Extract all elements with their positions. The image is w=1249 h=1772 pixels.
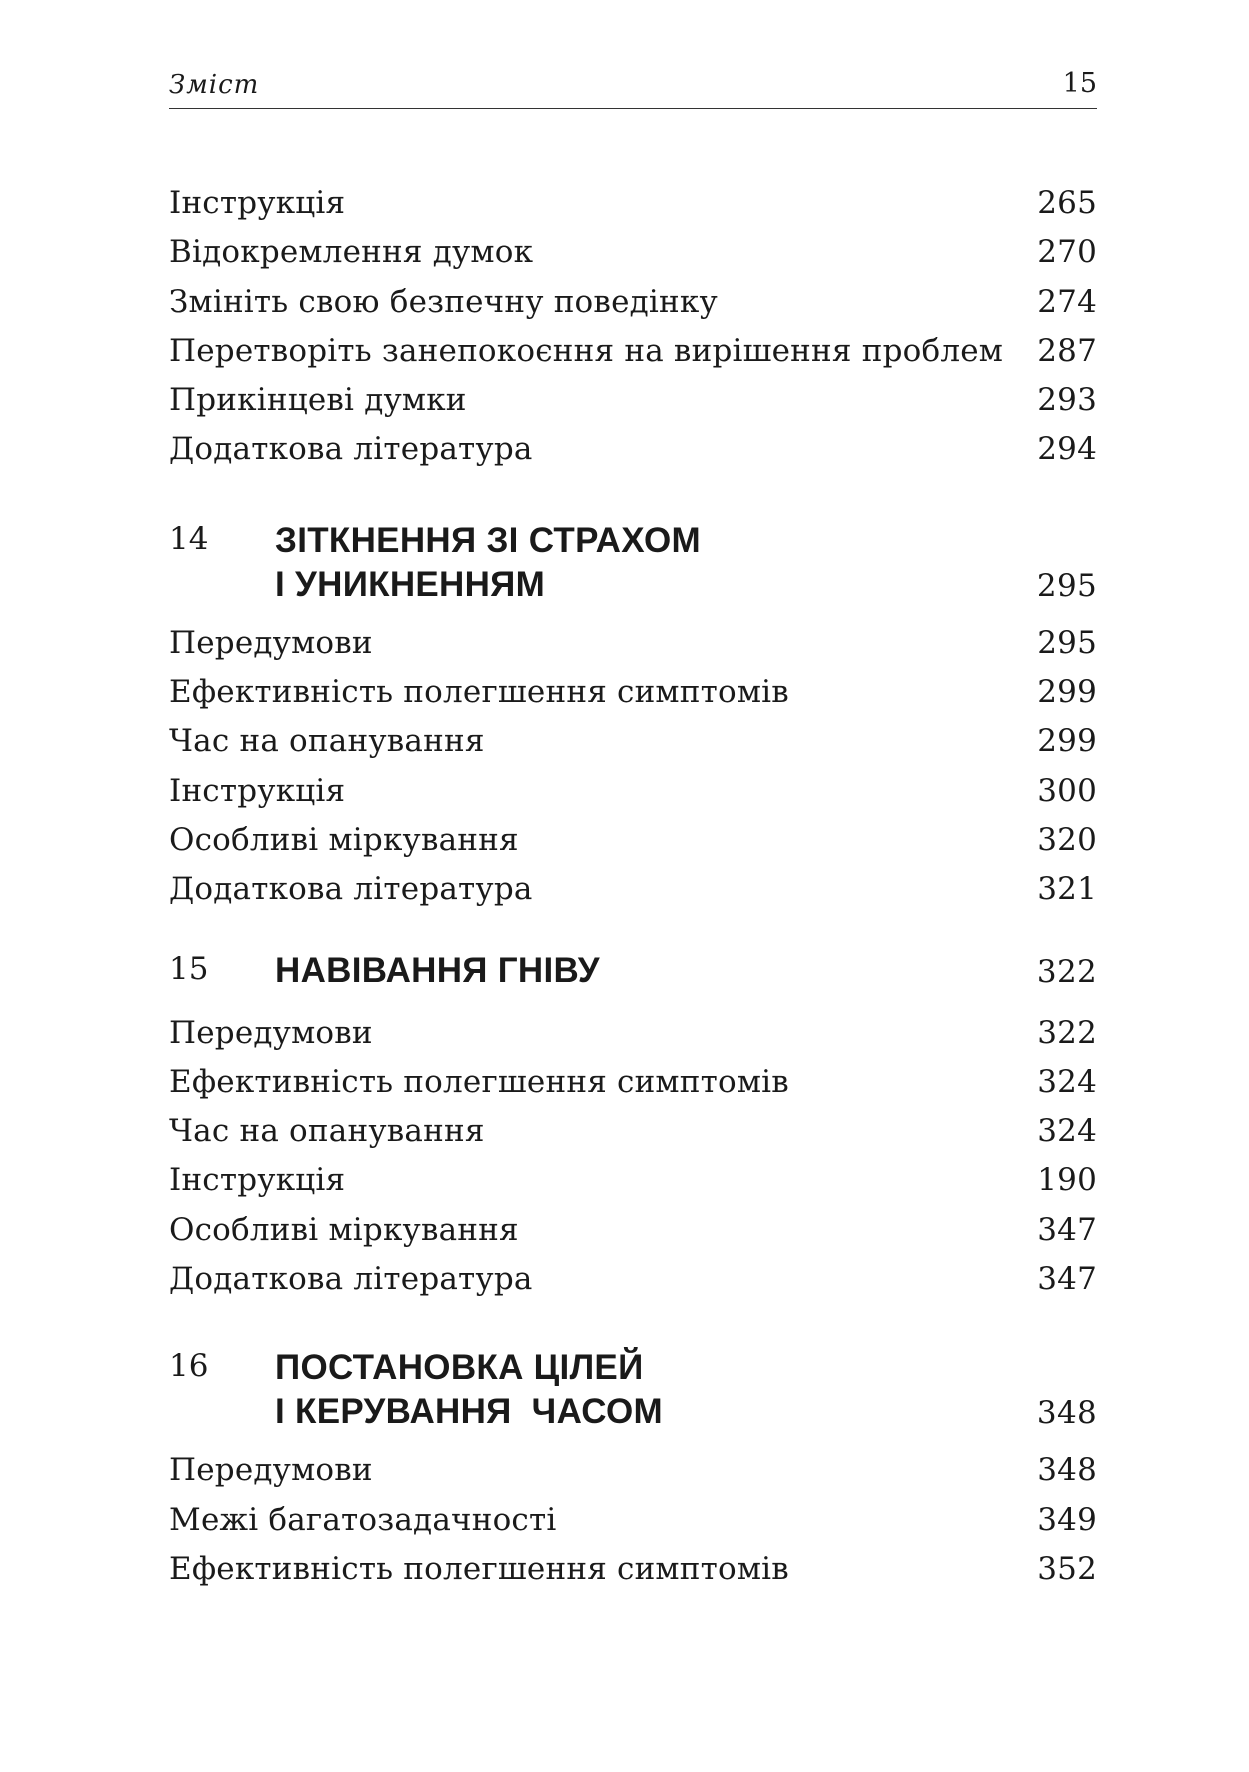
toc-entry-page: 294 bbox=[1037, 431, 1097, 468]
table-of-contents bbox=[169, 185, 1097, 1600]
chapter-title: ПОСТАНОВКА ЦІЛЕЙ bbox=[275, 1348, 644, 1388]
chapter-title-line bbox=[275, 1348, 1097, 1392]
toc-entry-title: Ефективність полегшення симптомів bbox=[169, 674, 789, 711]
toc-entry-title: Інструкція bbox=[169, 772, 346, 809]
chapter-14-entries bbox=[169, 625, 1097, 921]
toc-entry-title: Ефективність полегшення симптомів bbox=[169, 1063, 789, 1100]
toc-entry-title: Прикінцеві думки bbox=[169, 382, 467, 419]
toc-entry bbox=[169, 1502, 1097, 1551]
toc-entry-page: 320 bbox=[1037, 821, 1097, 858]
chapter-title-line bbox=[275, 565, 1097, 609]
toc-entry-title: Межі багатозадачності bbox=[169, 1501, 557, 1538]
toc-entry-page: 347 bbox=[1037, 1261, 1097, 1298]
toc-entry bbox=[169, 284, 1097, 333]
toc-entry-title: Відокремлення думок bbox=[169, 234, 534, 271]
toc-entry bbox=[169, 431, 1097, 480]
toc-entry-title: Час на опанування bbox=[169, 1113, 485, 1150]
toc-entry-page: 347 bbox=[1037, 1211, 1097, 1248]
toc-entry bbox=[169, 674, 1097, 723]
toc-entry bbox=[169, 1064, 1097, 1113]
toc-entry-title: Додаткова література bbox=[169, 871, 533, 908]
toc-entry bbox=[169, 773, 1097, 822]
toc-entry-page: 274 bbox=[1037, 283, 1097, 320]
toc-entry bbox=[169, 723, 1097, 772]
toc-entry-title: Особливі міркування bbox=[169, 1211, 519, 1248]
toc-entry-title: Перетворіть занепокоєння на вирішення проблем bbox=[169, 332, 1004, 369]
chapter-title: І УНИКНЕННЯМ bbox=[275, 564, 546, 604]
chapter-15-entries bbox=[169, 1015, 1097, 1311]
toc-entry bbox=[169, 333, 1097, 382]
chapter-15-heading bbox=[169, 951, 1097, 995]
toc-entry bbox=[169, 234, 1097, 283]
toc-entry-title: Передумови bbox=[169, 624, 373, 661]
toc-entry bbox=[169, 1212, 1097, 1261]
toc-entry-title: Передумови bbox=[169, 1014, 373, 1051]
toc-entry-page: 348 bbox=[1037, 1452, 1097, 1489]
toc-entry-title: Час на опанування bbox=[169, 723, 485, 760]
toc-entry-page: 324 bbox=[1037, 1113, 1097, 1150]
toc-entry-page: 299 bbox=[1037, 723, 1097, 760]
chapter-title: ЗІТКНЕННЯ ЗІ СТРАХОМ bbox=[275, 520, 701, 560]
chapter-title-line bbox=[275, 951, 1097, 995]
toc-entry-page: 321 bbox=[1037, 871, 1097, 908]
toc-entry-page: 299 bbox=[1037, 674, 1097, 711]
toc-entry bbox=[169, 822, 1097, 871]
chapter-page: 295 bbox=[1036, 567, 1097, 604]
toc-entry-title: Передумови bbox=[169, 1452, 373, 1489]
toc-entry bbox=[169, 1261, 1097, 1310]
toc-entry bbox=[169, 382, 1097, 431]
toc-entry bbox=[169, 1162, 1097, 1211]
chapter-title: І КЕРУВАННЯ ЧАСОМ bbox=[275, 1392, 663, 1432]
toc-entry-title: Додаткова література bbox=[169, 431, 533, 468]
toc-entry bbox=[169, 1113, 1097, 1162]
chapter-14-heading bbox=[169, 521, 1097, 609]
toc-entry bbox=[169, 1015, 1097, 1064]
toc-entry-title: Ефективність полегшення симптомів bbox=[169, 1550, 789, 1587]
toc-entry-page: 352 bbox=[1037, 1550, 1097, 1587]
header-page-number: 15 bbox=[1062, 68, 1097, 99]
chapter-title-line bbox=[275, 1392, 1097, 1436]
chapter-number: 14 bbox=[169, 520, 209, 557]
chapter-page: 348 bbox=[1036, 1395, 1097, 1432]
toc-entry bbox=[169, 871, 1097, 920]
toc-entry bbox=[169, 185, 1097, 234]
toc-entry-page: 293 bbox=[1037, 382, 1097, 419]
chapter-number: 16 bbox=[169, 1348, 209, 1385]
toc-entry-title: Змініть свою безпечну поведінку bbox=[169, 283, 718, 320]
chapter-page: 322 bbox=[1036, 953, 1097, 990]
chapter-16-heading bbox=[169, 1348, 1097, 1436]
chapter-title: НАВІВАННЯ ГНІВУ bbox=[275, 950, 600, 990]
running-header bbox=[169, 64, 1097, 109]
toc-entry-page: 295 bbox=[1037, 624, 1097, 661]
chapter-title-line bbox=[275, 521, 1097, 565]
chapter-number: 15 bbox=[169, 950, 209, 987]
section-13-entries bbox=[169, 185, 1097, 481]
header-title: Зміст bbox=[169, 70, 260, 100]
toc-entry-page: 349 bbox=[1037, 1501, 1097, 1538]
toc-entry-title: Особливі міркування bbox=[169, 821, 519, 858]
toc-entry bbox=[169, 625, 1097, 674]
toc-entry-title: Інструкція bbox=[169, 1162, 346, 1199]
toc-entry bbox=[169, 1452, 1097, 1501]
chapter-16-entries bbox=[169, 1452, 1097, 1600]
toc-entry-page: 300 bbox=[1037, 772, 1097, 809]
toc-entry-page: 324 bbox=[1037, 1063, 1097, 1100]
toc-entry-page: 322 bbox=[1037, 1014, 1097, 1051]
toc-entry-page: 287 bbox=[1037, 332, 1097, 369]
toc-entry-page: 265 bbox=[1037, 185, 1097, 221]
toc-entry-page: 190 bbox=[1037, 1162, 1097, 1199]
toc-entry bbox=[169, 1551, 1097, 1600]
toc-entry-page: 270 bbox=[1037, 234, 1097, 271]
toc-entry-title: Додаткова література bbox=[169, 1261, 533, 1298]
toc-entry-title: Інструкція bbox=[169, 185, 346, 221]
